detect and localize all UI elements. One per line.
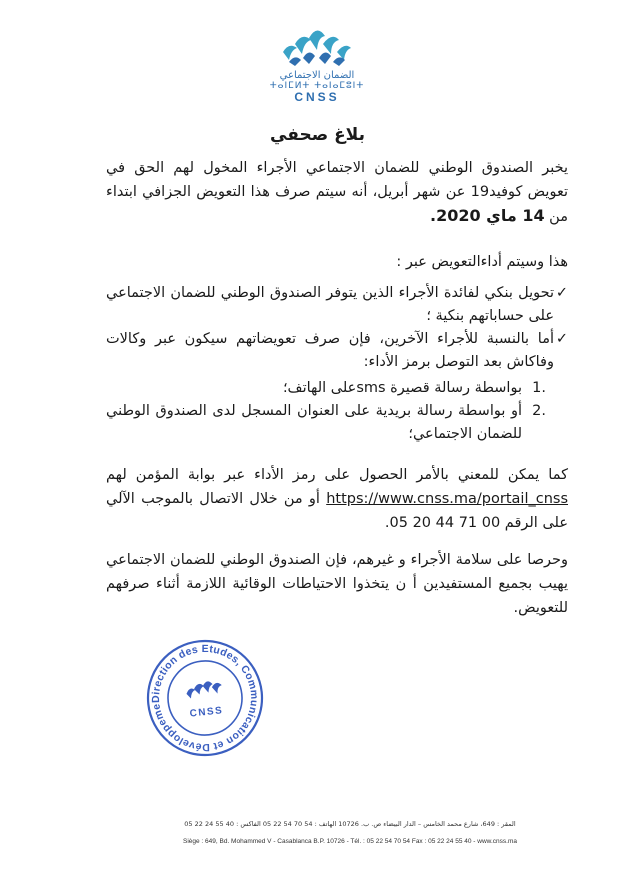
announcement-text: يخبر الصندوق الوطني للضمان الاجتماعي الأجراء المخول لهم الحق في تعويض كوفيد19 عن شهر أبريل، أنه سيتم صرف هذا التعويض الجزافي ابتداء من [106, 160, 568, 225]
portal-text-after: أو من خلال الاتصال بالموجب الآلي على الرقم 00 71 44 20 05. [106, 491, 568, 531]
list-item-number: 1. [532, 380, 546, 396]
announcement-date: 14 ماي 2020. [429, 206, 545, 225]
official-stamp [139, 632, 271, 764]
code-delivery-list [106, 377, 546, 446]
stamp-seal-icon [139, 632, 271, 764]
list-item-text: أما بالنسبة للأجراء الآخرين، فإن صرف تعويضاتهم سيكون عبر وكالات وفاكاش بعد التوصل برمز الأداء: [106, 331, 554, 370]
paragraph-payment-intro: هذا وسيتم أداءالتعويض عبر : [396, 254, 568, 270]
svg-text:Direction des Etudes, Communic [139, 632, 266, 759]
checkmark-icon: ✓ [555, 285, 568, 301]
stamp-center-text: CNSS [189, 705, 224, 720]
press-release-title: بلاغ صحفي [270, 125, 365, 145]
paragraph-announcement [106, 156, 568, 229]
list-item [106, 400, 546, 446]
payment-methods-list [106, 282, 568, 374]
list-item [106, 282, 568, 328]
list-item [106, 328, 568, 374]
portal-text-before: كما يمكن للمعني بالأمر الحصول على رمز الأداء عبر بوابة المؤمن لهم [106, 467, 568, 483]
cnss-birds-icon [275, 18, 359, 70]
logo-arabic-text: الضمان الاجتماعي [279, 70, 355, 81]
checkmark-icon: ✓ [555, 331, 568, 347]
list-item-text: بواسطة رسالة قصيرة smsعلى الهاتف؛ [282, 380, 522, 396]
list-item-text: أو بواسطة رسالة بريدية على العنوان المسجل لدى الصندوق الوطني للضمان الاجتماعي؛ [106, 403, 522, 442]
footer-french-address: Siège : 649, Bd. Mohammed V - Casablanca B.P. 10726 - Tél. : 05 22 54 70 54 Fax : 05 22 24 55 40 - www.cnss.ma [183, 838, 517, 845]
logo-tifinagh-text: ⵜⴰⵏⵎⵍⵜ ⵜⴰⵏⴰⵎⵓⵏⵜ [269, 81, 365, 91]
footer-arabic-address: المقر : 649، شارع محمد الخامس – الدار البيضاء ص. ب. 10726 الهاتف : 54 70 54 22 05 الفاكس : 40 55 24 22 05 [184, 820, 516, 828]
list-item-text: تحويل بنكي لفائدة الأجراء الذين يتوفر الصندوق الوطني للضمان الاجتماعي على حساباتهم بنكية ؛ [106, 285, 554, 324]
list-item [106, 377, 546, 400]
stamp-ring-text: Direction des Etudes, Communication et Développement [139, 635, 261, 754]
paragraph-safety-notice: وحرصا على سلامة الأجراء و غيرهم، فإن الصندوق الوطني للضمان الاجتماعي يهيب بجميع المستفيدين أ ن يتخذوا الاحتياطات الوقائية اللازمة أثناء صرفهم للتعويض. [106, 552, 568, 616]
list-item-number: 2. [532, 403, 546, 419]
cnss-logo [262, 18, 372, 113]
logo-acronym: CNSS [294, 90, 340, 104]
portal-link[interactable]: https://www.cnss.ma/portail_cnss [326, 491, 568, 507]
paragraph-portal-info [106, 463, 568, 535]
